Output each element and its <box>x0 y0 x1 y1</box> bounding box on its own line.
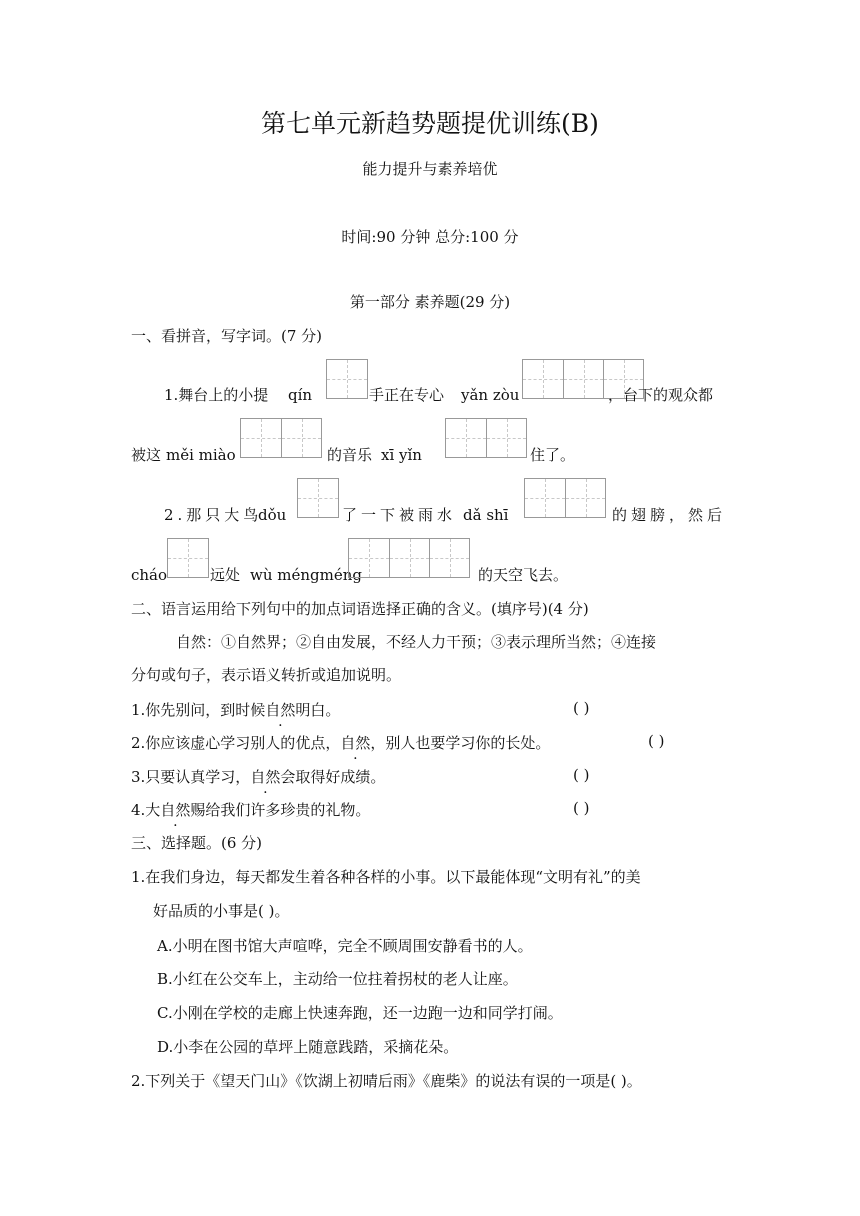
definition-line-2: 分句或句子，表示语义转折或追加说明。 <box>131 666 402 684</box>
answer-blank[interactable]: ( ) <box>573 766 590 784</box>
sentence-text: 会取得好成绩。 <box>280 768 386 786</box>
page-title: 第七单元新趋势题提优训练(B) <box>261 109 599 138</box>
q2-text-e: 的天空飞去。 <box>478 566 569 584</box>
sentence-item <box>131 699 340 721</box>
sentence-item <box>131 766 385 788</box>
question-2: 2.下列关于《望天门山》《饮湖上初晴后雨》《鹿柴》的说法有误的一项是( )。 <box>131 1072 642 1090</box>
pinyin-dashi: dǎ shī <box>463 506 509 524</box>
writing-box-dashi[interactable] <box>524 478 606 518</box>
q2-text-a: 2.那只大鸟 <box>164 506 263 524</box>
pinyin-meimiao: měi miào <box>166 446 236 464</box>
dotted-word: 自然 <box>340 734 371 752</box>
part-heading: 第一部分 素养题(29 分) <box>349 293 511 311</box>
time-info: 时间:90 分钟 总分:100 分 <box>341 228 519 246</box>
question-1-line-2: 好品质的小事是( )。 <box>153 902 290 920</box>
sentence-text: ，别人也要学习你的长处。 <box>370 734 551 752</box>
q2-text-d: 远处 <box>210 566 241 584</box>
writing-box-mengmeng[interactable] <box>348 538 470 578</box>
q1-text-e: 的音乐 <box>327 446 373 464</box>
sentence-text: 2.你应该虚心学习别人的优点， <box>131 734 341 752</box>
q1-text-f: 住了。 <box>530 446 576 464</box>
dotted-word: 自然 <box>265 701 296 719</box>
pinyin-wumengmeng: wù méngméng <box>250 566 362 584</box>
answer-blank[interactable]: ( ) <box>573 799 590 817</box>
pinyin-xiyin: xī yǐn <box>381 446 422 464</box>
pinyin-chao: cháo <box>131 566 168 584</box>
writing-box-dou[interactable] <box>297 478 339 518</box>
q1-text-c: ，台下的观众都 <box>608 386 714 404</box>
q1-text-b: 手正在专心 <box>369 386 445 404</box>
definition-line-1: 自然：①自然界；②自由发展，不经人力干预；③表示理所当然；④连接 <box>176 633 657 651</box>
sentence-text: 4.大 <box>131 801 161 819</box>
page-subtitle: 能力提升与素养培优 <box>362 160 498 178</box>
writing-box-qin[interactable] <box>326 359 368 399</box>
option-b[interactable]: B.小红在公交车上，主动给一位拄着拐杖的老人让座。 <box>157 970 518 988</box>
q1-text-d: 被这 <box>131 446 162 464</box>
answer-blank[interactable]: ( ) <box>648 732 665 750</box>
sentence-item <box>131 799 370 821</box>
sentence-item <box>131 732 550 754</box>
sentence-text: 赐给我们许多珍贵的礼物。 <box>190 801 371 819</box>
sentence-text: 明白。 <box>295 701 341 719</box>
dotted-word: 自然 <box>250 768 281 786</box>
option-c[interactable]: C.小刚在学校的走廊上快速奔跑，还一边跑一边和同学打闹。 <box>157 1004 563 1022</box>
option-a[interactable]: A.小明在图书馆大声喧哗，完全不顾周围安静看书的人。 <box>157 937 533 955</box>
question-1-line-1: 1.在我们身边，每天都发生着各种各样的小事。以下最能体现“文明有礼”的美 <box>131 868 641 886</box>
pinyin-qin: qín <box>288 386 313 404</box>
writing-box-xiyin[interactable] <box>445 418 527 458</box>
section-2-heading: 二、语言运用给下列句中的加点词语选择正确的含义。(填序号)(4 分) <box>131 600 589 618</box>
pinyin-dou: dǒu <box>258 506 287 524</box>
q1-text-a: 1.舞台上的小提 <box>164 386 269 404</box>
option-d[interactable]: D.小李在公园的草坪上随意践踏，采摘花朵。 <box>157 1038 459 1056</box>
section-3-heading: 三、选择题。(6 分) <box>131 834 263 852</box>
answer-blank[interactable]: ( ) <box>573 699 590 717</box>
pinyin-yanzou: yǎn zòu <box>461 386 520 404</box>
sentence-text: 1.你先别问，到时候 <box>131 701 266 719</box>
dotted-word: 自然 <box>160 801 191 819</box>
q2-text-b: 了一下被雨水 <box>342 506 457 524</box>
writing-box-chao[interactable] <box>167 538 209 578</box>
writing-box-meimiao[interactable] <box>240 418 322 458</box>
sentence-text: 3.只要认真学习， <box>131 768 251 786</box>
section-1-heading: 一、看拼音，写字词。(7 分) <box>131 327 323 345</box>
q2-text-c: 的翅膀，然后 <box>612 506 727 524</box>
